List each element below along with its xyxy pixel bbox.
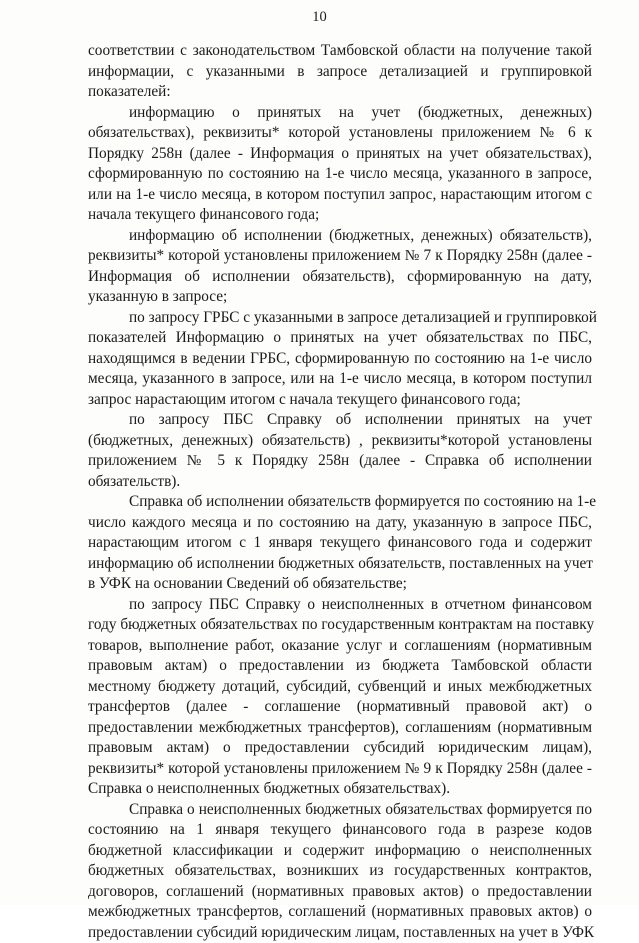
text-line: Справка о неисполненных бюджетных обязательствах формируется по [88, 800, 592, 821]
text-line: по запросу ГРБС с указанными в запросе детализацией и группировкой [88, 308, 592, 329]
text-line: правовым актам) о предоставлении из бюджета Тамбовской области [88, 656, 592, 677]
text-line: информацию о принятых на учет (бюджетных, денежных) [88, 103, 592, 124]
text-line: информацию об исполнении бюджетных обязательств, поставленных на учет [88, 554, 592, 575]
text-line: указанную в запросе; [88, 287, 592, 308]
page-number: 10 [0, 9, 639, 26]
text-line: начала текущего финансового года; [88, 205, 592, 226]
text-line: Справка о неисполненных бюджетных обязательствах). [88, 779, 592, 800]
text-line: сформированную по состоянию на 1-е число месяца, указанного в запросе, [88, 164, 592, 185]
text-line: в УФК на основании Сведений об обязательстве; [88, 574, 592, 595]
text-line: межбюджетных трансфертов, соглашений (нормативных правовых актов) о [88, 902, 592, 923]
text-line: месяца, указанного в запросе, или на 1-е число месяца, в котором поступил [88, 369, 592, 390]
text-line: реквизиты* которой установлены приложением № 7 к Порядку 258н (далее - [88, 246, 592, 267]
text-line: трансфертов (далее - соглашение (нормативный правовой акт) о [88, 697, 592, 718]
text-line: Справка об исполнении обязательств формируется по состоянию на 1-е [88, 492, 592, 513]
text-line: соответствии с законодательством Тамбовской области на получение такой [88, 41, 592, 62]
text-line: нарастающим итогом с 1 января текущего финансового года и содержит [88, 533, 592, 554]
text-line: году бюджетных обязательствах по государственным контрактам на поставку [88, 615, 592, 636]
text-line: находящимся в ведении ГРБС, сформированную по состоянию на 1-е число [88, 349, 592, 370]
text-line: показателей: [88, 82, 592, 103]
text-line: договоров, соглашений (нормативных правовых актов) о предоставлении [88, 882, 592, 903]
text-line: товаров, выполнение работ, оказание услуг и соглашениям (нормативным [88, 636, 592, 657]
text-line: по запросу ПБС Справку об исполнении принятых на учет [88, 410, 592, 431]
text-line: обязательствах), реквизиты* которой установлены приложением № 6 к [88, 123, 592, 144]
text-line: бюджетной классификации и содержит информацию о неисполненных [88, 841, 592, 862]
text-line: бюджетных обязательствах, возникших из государственных контрактов, [88, 861, 592, 882]
text-line: реквизиты* которой установлены приложением № 9 к Порядку 258н (далее - [88, 759, 592, 780]
text-line: правовым актам) о предоставлении субсидий юридическим лицам), [88, 738, 592, 759]
text-line: Информация об исполнении обязательств), сформированную на дату, [88, 267, 592, 288]
text-line: по запросу ПБС Справку о неисполненных в отчетном финансовом [88, 595, 592, 616]
text-line: запрос нарастающим итогом с начала текущего финансового года; [88, 390, 592, 411]
text-line: (бюджетных, денежных) обязательств) , реквизиты*которой установлены [88, 431, 592, 452]
document-body [88, 41, 592, 943]
text-line: предоставлении межбюджетных трансфертов), соглашениям (нормативным [88, 718, 592, 739]
text-line: число каждого месяца и по состоянию на дату, указанную в запросе ПБС, [88, 513, 592, 534]
text-line: состоянию на 1 января текущего финансового года в разрезе кодов [88, 820, 592, 841]
text-line: Порядку 258н (далее - Информация о принятых на учет обязательствах), [88, 144, 592, 165]
text-line: обязательств). [88, 472, 592, 493]
text-line: или на 1-е число месяца, в котором поступил запрос, нарастающим итогом с [88, 185, 592, 206]
text-line: местному бюджету дотаций, субсидий, субвенций и иных межбюджетных [88, 677, 592, 698]
text-line: приложением № 5 к Порядку 258н (далее - Справка об исполнении [88, 451, 592, 472]
text-line: информацию об исполнении (бюджетных, денежных) обязательств), [88, 226, 592, 247]
text-line: информации, с указанными в запросе детализацией и группировкой [88, 62, 592, 83]
text-line: показателей Информацию о принятых на учет обязательствах по ПБС, [88, 328, 592, 349]
text-line: предоставлении субсидий юридическим лицам, поставленных на учет в УФК [88, 923, 592, 943]
